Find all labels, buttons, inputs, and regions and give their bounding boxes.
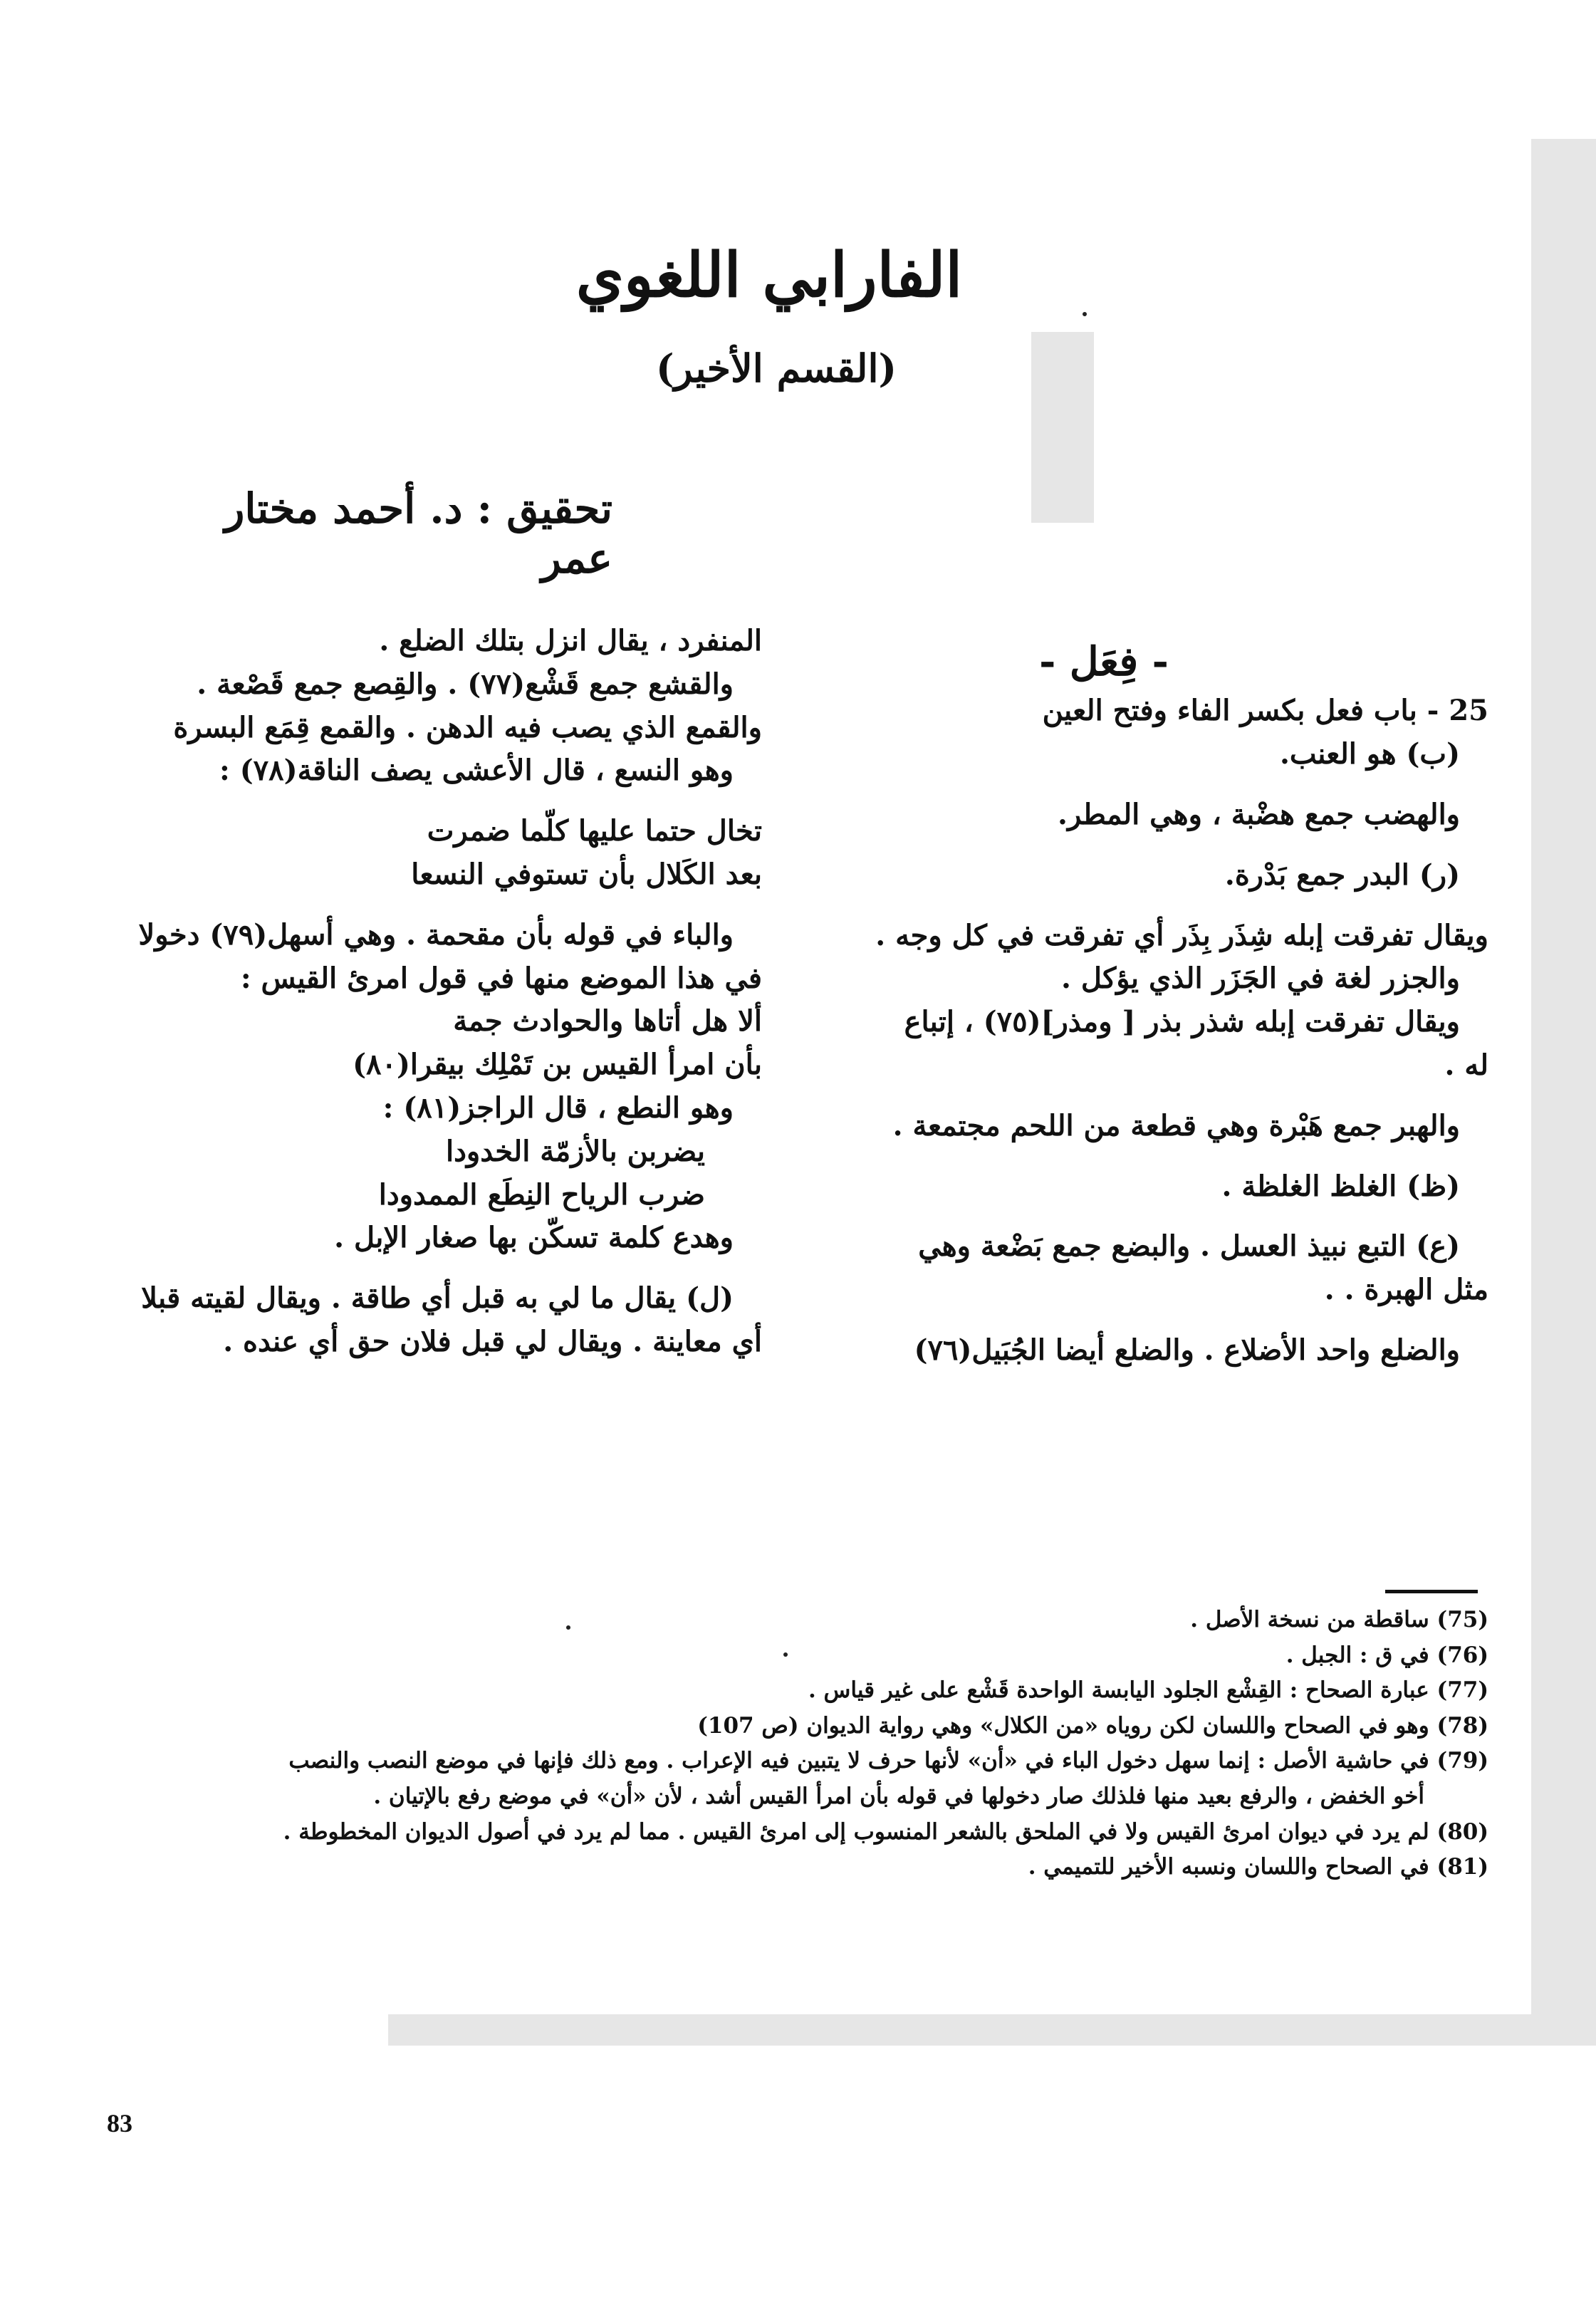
entry-line: ويقال تفرقت إبله شذر بذر [ ومذر](٧٥) ، إتباع xyxy=(904,1005,1460,1039)
entry-line: (ر) البدر جمع بَدْرة. xyxy=(1224,858,1460,892)
footnote-number: (79) xyxy=(1436,1748,1488,1774)
footnote xyxy=(114,1709,1488,1744)
footnote-text: في حاشية الأصل : إنما سهل دخول الباء في «أن» لأنها حرف لا يتبين فيه الإعراب . ومع ذلك فإنها في موضع النصب والنصب xyxy=(288,1748,1429,1774)
entry-line: والباء في قوله بأن مقحمة . وهي أسهل(٧٩) دخولا xyxy=(138,917,734,952)
footnote-text: في ق : الجبل . xyxy=(1285,1642,1429,1668)
footnotes xyxy=(114,1603,1488,1885)
verse-line: ألا هل أتاها والحوادث جمة xyxy=(453,1004,762,1038)
page-number: 83 xyxy=(107,2109,132,2137)
entry-line: والهبر جمع هَبْرة وهي قطعة من اللحم مجتمعة . xyxy=(892,1108,1460,1142)
entry-line: (ب) هو العنب. xyxy=(1280,737,1460,771)
entry-line: أي معاينة . ويقال لي قبل فلان حق أي عنده . xyxy=(223,1324,762,1358)
entry-line: مثل الهبرة . . xyxy=(1324,1273,1488,1307)
verse-line: تخال حتما عليها كلّما ضمرت xyxy=(427,814,762,848)
footnote-continuation: أخو الخفض ، والرفع بعيد منها فلذلك صار دخولها في قوله بأن امرأ القيس أشد ، لأن «أن» في موضع رفع بالإتيان . xyxy=(373,1783,1424,1809)
scan-speck xyxy=(783,1652,788,1657)
entry-line: في هذا الموضع منها في قول امرئ القيس : xyxy=(240,961,762,995)
footnote xyxy=(114,1638,1488,1674)
scan-border-right xyxy=(1531,139,1596,2026)
footnote xyxy=(114,1673,1488,1709)
entry-line: (ل) يقال ما لي به قبل أي طاقة . ويقال لقيته قبلا xyxy=(141,1281,734,1316)
footnote-number: (75) xyxy=(1436,1607,1488,1633)
scan-speck xyxy=(1083,312,1087,316)
entry-line: وهو النسع ، قال الأعشى يصف الناقة(٧٨) : xyxy=(219,754,734,788)
editor-credit: تحقيق : د. أحمد مختار عمر xyxy=(224,484,612,583)
entry-line: والقشع جمع قَشْع(٧٧) . والقِصع جمع قَصْعة . xyxy=(197,667,734,701)
footnote-number: (81) xyxy=(1436,1854,1488,1880)
entry-line: والجزر لغة في الجَزَر الذي يؤكل . xyxy=(1061,962,1460,996)
footnote-text: وهو في الصحاح واللسان لكن روياه «من الكلال» وهي رواية الديوان (ص 107) xyxy=(697,1712,1429,1739)
right-column xyxy=(812,634,1488,1373)
entry-line: والضلع واحد الأضلاع . والضلع أيضا الجُبَيل(٧٦) xyxy=(914,1333,1460,1367)
entry-line: ويقال تفرقت إبله شِذَر بِذَر أي تفرقت في كل وجه . xyxy=(875,918,1488,952)
footnote-number: (76) xyxy=(1436,1642,1488,1668)
footnote xyxy=(114,1744,1488,1779)
entry-line: (ظ) الغلظ الغلظة . xyxy=(1221,1169,1460,1203)
footnote xyxy=(114,1850,1488,1885)
verse-line: بعد الكَلال بأن تستوفي النسعا xyxy=(411,857,762,891)
entry-line: والقمع الذي يصب فيه الدهن . والقمع قِمَع البسرة xyxy=(173,710,762,744)
footnote xyxy=(114,1815,1488,1850)
footnote-number: (77) xyxy=(1436,1677,1488,1704)
entry-line: وهدع كلمة تسكّن بها صغار الإبل . xyxy=(334,1221,734,1255)
footnote-text: عبارة الصحاح : القِشْع الجلود اليابسة الواحدة قَشْع على غير قياس . xyxy=(808,1677,1429,1704)
article-title: الفارابي اللغوي xyxy=(575,239,963,311)
footnote-rule xyxy=(1385,1590,1478,1593)
verse-line: يضربن بالأزمّة الخدودا xyxy=(445,1134,705,1168)
entry-line: والهضب جمع هضْبة ، وهي المطر. xyxy=(1058,797,1460,831)
footnote-text: ساقطة من نسخة الأصل . xyxy=(1190,1607,1429,1633)
footnote-text: في الصحاح واللسان ونسبه الأخير للتميمي . xyxy=(1028,1854,1429,1880)
entry-line: المنفرد ، يقال انزل بتلك الضلع . xyxy=(379,624,762,657)
verse-line: بأن امرأ القيس بن تَمْلِك بيقرا(٨٠) xyxy=(353,1048,762,1082)
chapter-heading: 25 - باب فعل بكسر الفاء وفتح العين xyxy=(1042,694,1488,728)
entry-line: (ع) التبع نبيذ العسل . والبضع جمع بَضْعة وهي xyxy=(918,1229,1460,1264)
footnote-number: (80) xyxy=(1436,1818,1488,1845)
footnote xyxy=(114,1603,1488,1638)
scan-border-bottom xyxy=(388,2014,1596,2046)
verse-line: ضرب الرياح النِطَع الممدودا xyxy=(378,1177,705,1212)
left-column xyxy=(93,620,762,1364)
entry-line: وهو النطع ، قال الراجز(٨١) : xyxy=(382,1090,734,1125)
article-subtitle: (القسم الأخير) xyxy=(655,345,897,391)
scan-artifact-block xyxy=(1031,332,1094,523)
footnote-number: (78) xyxy=(1436,1712,1488,1739)
footnote-text: لم يرد في ديوان امرئ القيس ولا في الملحق بالشعر المنسوب إلى امرئ القيس . مما لم يرد في أصول الديوان المخطوطة . xyxy=(283,1818,1429,1845)
entry-line: له . xyxy=(1444,1048,1488,1082)
section-heading: - فِعَل - xyxy=(1039,638,1169,685)
scan-speck xyxy=(566,1625,570,1630)
